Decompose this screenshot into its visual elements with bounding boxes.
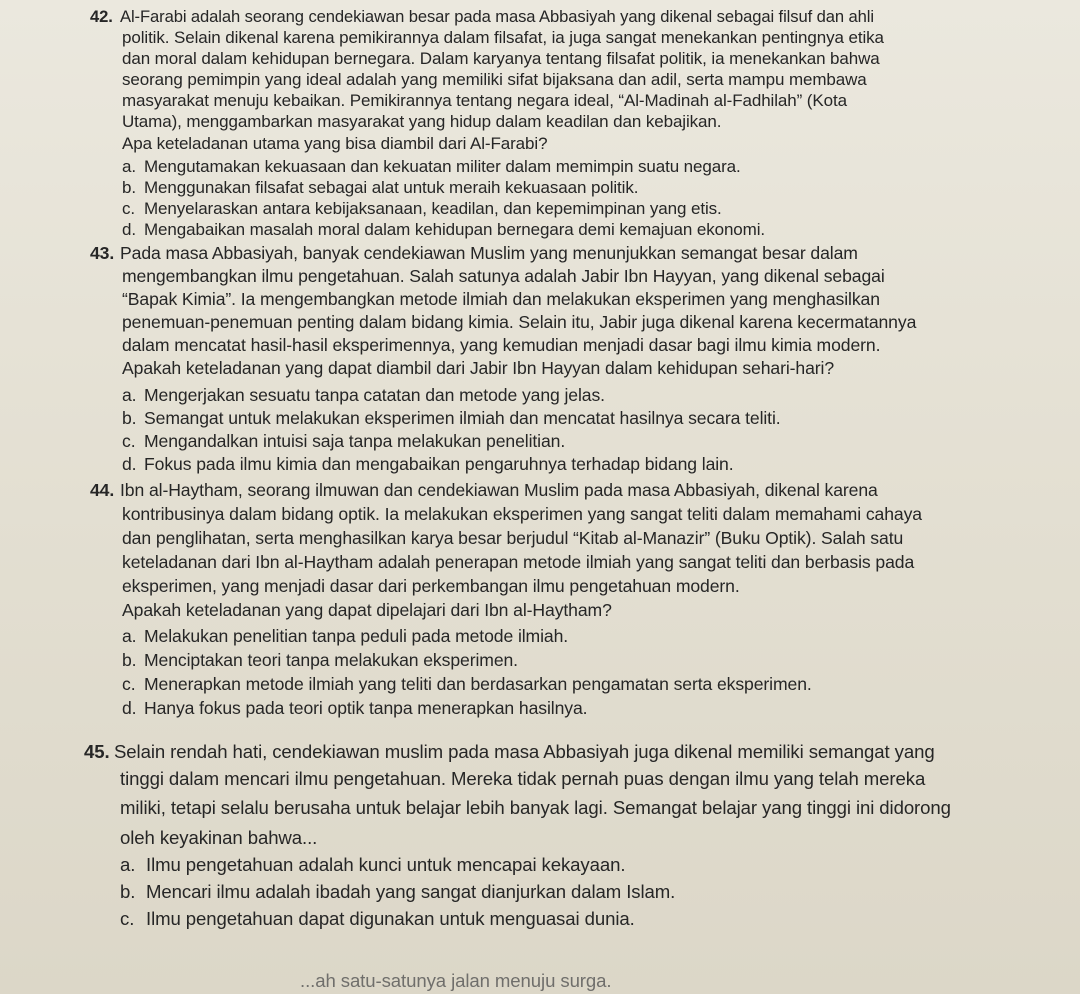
- question-number: 42.: [90, 7, 113, 26]
- question-prompt: Apakah keteladanan yang dapat diambil dari Jabir Ibn Hayyan dalam kehidupan sehari-hari?: [122, 358, 835, 378]
- option-a: a. Ilmu pengetahuan adalah kunci untuk mencapai kekayaan.: [120, 854, 626, 875]
- question-text-line: oleh keyakinan bahwa...: [120, 827, 318, 848]
- question-text-line: masyarakat menuju kebaikan. Pemikirannya tentang negara ideal, “Al-Madinah al-Fadhilah” (Kota: [122, 91, 847, 110]
- option-c: c. Menyelaraskan antara kebijaksanaan, keadilan, dan kepemimpinan yang etis.: [122, 199, 722, 218]
- question-text-line: penemuan-penemuan penting dalam bidang kimia. Selain itu, Jabir juga dikenal karena kecermatannya: [122, 312, 917, 332]
- option-c: c. Menerapkan metode ilmiah yang teliti dan berdasarkan pengamatan serta eksperimen.: [122, 674, 812, 694]
- question-prompt: Apakah keteladanan yang dapat dipelajari dari Ibn al-Haytham?: [122, 600, 612, 620]
- question-number: 43.: [90, 243, 115, 263]
- option-a: a. Mengerjakan sesuatu tanpa catatan dan metode yang jelas.: [122, 385, 605, 405]
- option-d-partial: ...ah satu-satunya jalan menuju surga.: [300, 970, 612, 991]
- question-text-line: Ibn al-Haytham, seorang ilmuwan dan cendekiawan Muslim pada masa Abbasiyah, dikenal karena: [120, 480, 878, 500]
- question-text-line: dalam mencatat hasil-hasil eksperimennya, yang kemudian menjadi dasar bagi ilmu kimia modern.: [122, 335, 881, 355]
- question-text-line: Al-Farabi adalah seorang cendekiawan besar pada masa Abbasiyah yang dikenal sebagai filsuf dan ahli: [120, 7, 874, 26]
- question-text-line: eksperimen, yang menjadi dasar dari perkembangan ilmu pengetahuan modern.: [122, 576, 740, 596]
- question-number: 44.: [90, 480, 115, 500]
- question-text-line: politik. Selain dikenal karena pemikirannya dalam filsafat, ia juga sangat menekankan pentingnya etika: [122, 28, 884, 47]
- option-d: d. Hanya fokus pada teori optik tanpa menerapkan hasilnya.: [122, 698, 588, 718]
- question-text-line: keteladanan dari Ibn al-Haytham adalah penerapan metode ilmiah yang sangat teliti dan berbasis pada: [122, 552, 915, 572]
- question-text-line: “Bapak Kimia”. Ia mengembangkan metode ilmiah dan melakukan eksperimen yang menghasilkan: [122, 289, 880, 309]
- option-d: d. Mengabaikan masalah moral dalam kehidupan bernegara demi kemajuan ekonomi.: [122, 220, 766, 239]
- question-prompt: Apa keteladanan utama yang bisa diambil dari Al-Farabi?: [122, 134, 548, 153]
- option-d: d. Fokus pada ilmu kimia dan mengabaikan pengaruhnya terhadap bidang lain.: [122, 454, 734, 474]
- question-text-line: Pada masa Abbasiyah, banyak cendekiawan Muslim yang menunjukkan semangat besar dalam: [120, 243, 858, 263]
- question-text-line: Utama), menggambarkan masyarakat yang hidup dalam keadilan dan kebajikan.: [122, 112, 722, 131]
- question-text-line: miliki, tetapi selalu berusaha untuk belajar lebih banyak lagi. Semangat belajar yang tinggi ini didorong: [120, 797, 951, 818]
- option-b: b. Menciptakan teori tanpa melakukan eksperimen.: [122, 650, 518, 670]
- question-text-line: seorang pemimpin yang ideal adalah yang memiliki sifat bijaksana dan adil, serta mampu membawa: [122, 70, 867, 89]
- question-text-line: kontribusinya dalam bidang optik. Ia melakukan eksperimen yang sangat teliti dalam memahami cahaya: [122, 504, 922, 524]
- option-b: b. Semangat untuk melakukan eksperimen ilmiah dan mencatat hasilnya secara teliti.: [122, 408, 781, 428]
- question-text-line: mengembangkan ilmu pengetahuan. Salah satunya adalah Jabir Ibn Hayyan, yang dikenal sebagai: [122, 266, 885, 286]
- option-c: c. Mengandalkan intuisi saja tanpa melakukan penelitian.: [122, 431, 566, 451]
- option-b: b. Mencari ilmu adalah ibadah yang sangat dianjurkan dalam Islam.: [120, 881, 676, 902]
- question-number: 45.: [84, 741, 110, 762]
- option-c: c. Ilmu pengetahuan dapat digunakan untuk menguasai dunia.: [120, 908, 635, 929]
- option-a: a. Mengutamakan kekuasaan dan kekuatan militer dalam memimpin suatu negara.: [122, 157, 741, 176]
- question-text-line: dan moral dalam kehidupan bernegara. Dalam karyanya tentang filsafat politik, ia menekankan bahwa: [122, 49, 880, 68]
- question-text-line: dan penglihatan, serta menghasilkan karya besar berjudul “Kitab al-Manazir” (Buku Optik). Salah satu: [122, 528, 904, 548]
- question-text-line: Selain rendah hati, cendekiawan muslim pada masa Abbasiyah juga dikenal memiliki semangat yang: [114, 741, 935, 762]
- question-text-line: tinggi dalam mencari ilmu pengetahuan. Mereka tidak pernah puas dengan ilmu yang telah mereka: [120, 768, 926, 789]
- option-b: b. Menggunakan filsafat sebagai alat untuk meraih kekuasaan politik.: [122, 178, 639, 197]
- option-a: a. Melakukan penelitian tanpa peduli pada metode ilmiah.: [122, 626, 569, 646]
